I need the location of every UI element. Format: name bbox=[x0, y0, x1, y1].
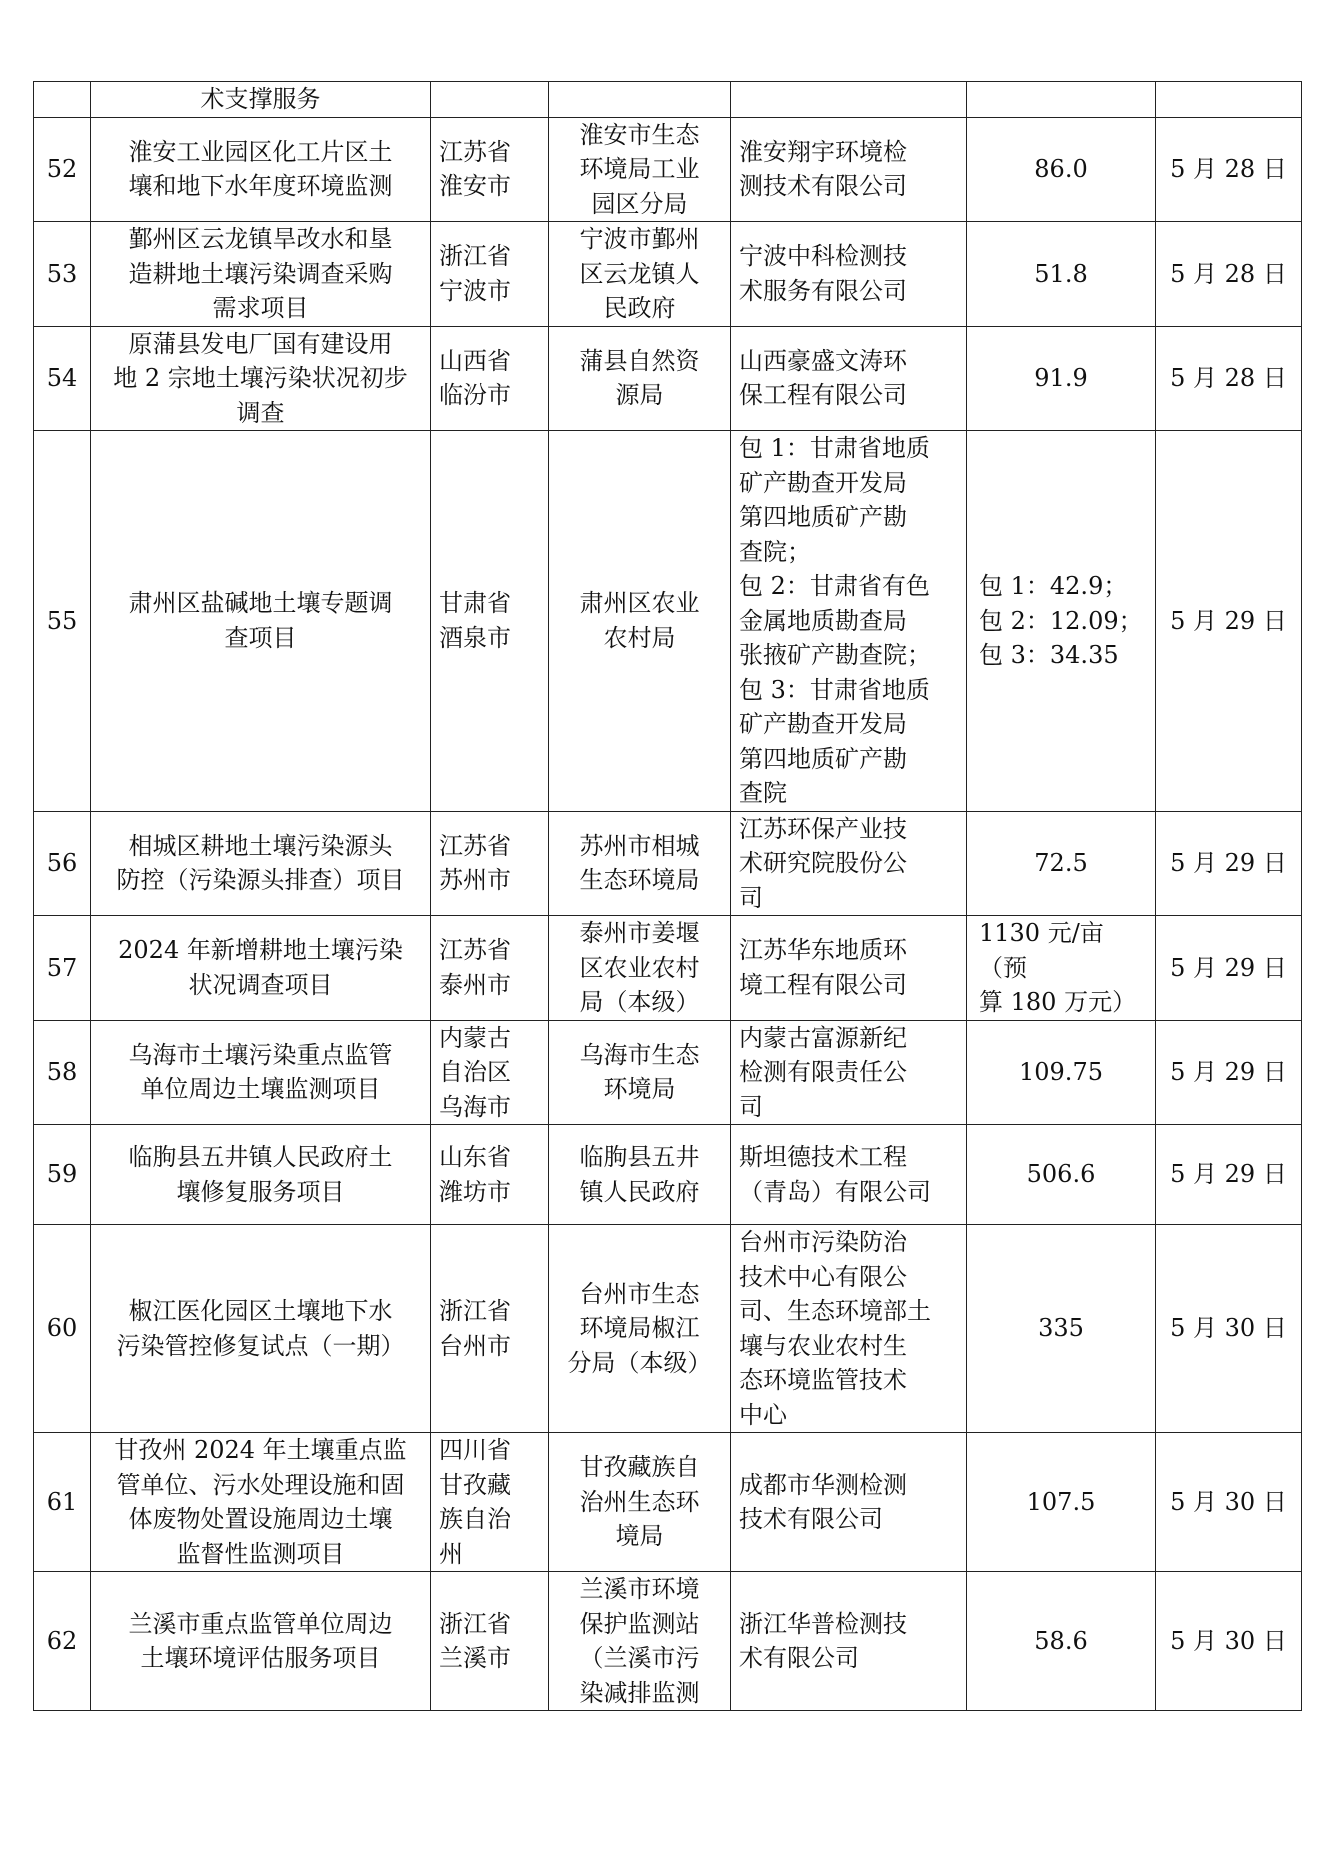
region-cell-line: 甘孜藏 bbox=[439, 1470, 511, 1499]
date-cell: 5 月 30 日 bbox=[1156, 1433, 1302, 1572]
results-table bbox=[33, 81, 1302, 1711]
purchaser-cell bbox=[549, 431, 731, 812]
amount-cell-line: 包 1：42.9； bbox=[979, 572, 1128, 600]
winning-bidder-cell-line: 江苏环保产业技 bbox=[739, 814, 907, 843]
date-cell: 5 月 29 日 bbox=[1156, 431, 1302, 812]
region-cell-line: 酒泉市 bbox=[439, 623, 511, 652]
amount-cell-line: 1130 元/亩（预 bbox=[979, 919, 1104, 982]
winning-bidder-cell bbox=[731, 82, 967, 118]
winning-bidder-cell-line: 保工程有限公司 bbox=[739, 381, 907, 410]
purchaser-cell-line: 甘孜藏族自 bbox=[579, 1453, 700, 1482]
purchaser-cell-line: 肃州区农业 bbox=[579, 589, 700, 618]
purchaser-cell bbox=[549, 1225, 731, 1433]
amount-cell-line: 109.75 bbox=[1019, 1058, 1103, 1086]
winning-bidder-cell-line: 术有限公司 bbox=[739, 1644, 859, 1672]
region-cell-line: 浙江省 bbox=[439, 1297, 511, 1325]
winning-bidder-cell-line: 张掖矿产勘查院； bbox=[739, 641, 931, 669]
amount-cell bbox=[967, 431, 1156, 812]
winning-bidder-cell bbox=[731, 916, 967, 1021]
date-cell: 5 月 28 日 bbox=[1156, 326, 1302, 431]
winning-bidder-cell bbox=[731, 431, 967, 812]
project-name-cell-line: 甘孜州 2024 年土壤重点监 bbox=[114, 1436, 407, 1464]
date-cell: 5 月 30 日 bbox=[1156, 1225, 1302, 1433]
winning-bidder-cell-line: 检测有限责任公 bbox=[739, 1058, 907, 1086]
row-number-cell: 60 bbox=[34, 1225, 91, 1433]
amount-cell-line: 91.9 bbox=[1034, 364, 1088, 392]
winning-bidder-cell bbox=[731, 117, 967, 222]
amount-cell-line: 506.6 bbox=[1026, 1160, 1096, 1189]
purchaser-cell-line: 治州生态环 bbox=[579, 1487, 700, 1516]
winning-bidder-cell-line: 查院 bbox=[739, 779, 787, 807]
project-name-cell-line: 污染管控修复试点（一期） bbox=[116, 1331, 405, 1360]
row-number-cell: 61 bbox=[34, 1433, 91, 1572]
winning-bidder-cell-line: 术研究院股份公 bbox=[739, 849, 907, 877]
winning-bidder-cell-line: 成都市华测检测 bbox=[739, 1470, 907, 1499]
project-name-cell-line: 状况调查项目 bbox=[188, 970, 333, 999]
date-cell: 5 月 28 日 bbox=[1156, 222, 1302, 327]
purchaser-cell-line: 临朐县五井 bbox=[579, 1143, 700, 1171]
project-name-cell-line: 术支撑服务 bbox=[200, 85, 321, 113]
winning-bidder-cell-line: 斯坦德技术工程 bbox=[739, 1143, 907, 1171]
project-name-cell-line: 临朐县五井镇人民政府土 bbox=[128, 1143, 393, 1171]
amount-cell bbox=[967, 916, 1156, 1021]
region-cell-line: 江苏省 bbox=[439, 936, 511, 965]
table-row bbox=[34, 1125, 1302, 1225]
amount-cell bbox=[967, 117, 1156, 222]
winning-bidder-cell bbox=[731, 1572, 967, 1711]
purchaser-cell-line: 区云龙镇人 bbox=[579, 259, 700, 288]
amount-cell-line: 算 180 万元） bbox=[979, 988, 1137, 1016]
project-name-cell-line: 原蒲县发电厂国有建设用 bbox=[128, 329, 393, 358]
project-name-cell bbox=[91, 811, 431, 916]
project-name-cell-line: 造耕地土壤污染调查采购 bbox=[128, 259, 393, 288]
table-row bbox=[34, 916, 1302, 1021]
project-name-cell bbox=[91, 326, 431, 431]
winning-bidder-cell-line: 术服务有限公司 bbox=[739, 276, 907, 305]
region-cell-line: 临汾市 bbox=[439, 381, 511, 410]
winning-bidder-cell-line: 台州市污染防治 bbox=[739, 1228, 907, 1256]
region-cell-line: 山东省 bbox=[439, 1143, 511, 1171]
amount-cell-line: 107.5 bbox=[1026, 1487, 1096, 1516]
region-cell-line: 泰州市 bbox=[439, 970, 511, 999]
purchaser-cell-line: 苏州市相城 bbox=[579, 831, 700, 860]
purchaser-cell bbox=[549, 222, 731, 327]
table-row bbox=[34, 82, 1302, 118]
amount-cell-line: 包 2：12.09； bbox=[979, 606, 1143, 635]
project-name-cell-line: 体废物处置设施周边土壤 bbox=[128, 1505, 393, 1533]
winning-bidder-cell bbox=[731, 326, 967, 431]
winning-bidder-cell-line: 矿产勘查开发局 bbox=[739, 468, 907, 497]
purchaser-cell-line: 乌海市生态 bbox=[579, 1040, 700, 1069]
date-cell: 5 月 29 日 bbox=[1156, 1125, 1302, 1225]
winning-bidder-cell-line: 态环境监管技术 bbox=[739, 1366, 907, 1394]
purchaser-cell-line: 区农业农村 bbox=[579, 953, 700, 982]
project-name-cell-line: 2024 年新增耕地土壤污染 bbox=[118, 936, 403, 965]
purchaser-cell bbox=[549, 326, 731, 431]
region-cell bbox=[431, 117, 549, 222]
purchaser-cell-line: 保护监测站 bbox=[579, 1609, 700, 1638]
project-name-cell-line: 防控（污染源头排查）项目 bbox=[116, 866, 405, 895]
winning-bidder-cell-line: 宁波中科检测技 bbox=[739, 242, 907, 271]
region-cell bbox=[431, 1572, 549, 1711]
purchaser-cell bbox=[549, 1433, 731, 1572]
project-name-cell bbox=[91, 1433, 431, 1572]
amount-cell bbox=[967, 82, 1156, 118]
purchaser-cell bbox=[549, 1572, 731, 1711]
winning-bidder-cell bbox=[731, 222, 967, 327]
region-cell bbox=[431, 82, 549, 118]
project-name-cell-line: 淮安工业园区化工片区土 bbox=[128, 137, 393, 166]
project-name-cell-line: 调查 bbox=[236, 398, 285, 427]
purchaser-cell bbox=[549, 1125, 731, 1225]
date-cell: 5 月 29 日 bbox=[1156, 811, 1302, 916]
amount-cell bbox=[967, 1225, 1156, 1433]
amount-cell bbox=[967, 1125, 1156, 1225]
winning-bidder-cell-line: 金属地质勘查局 bbox=[739, 606, 907, 635]
winning-bidder-cell-line: 境工程有限公司 bbox=[739, 970, 907, 999]
project-name-cell bbox=[91, 1020, 431, 1125]
purchaser-cell-line: 环境局 bbox=[603, 1075, 676, 1104]
region-cell bbox=[431, 431, 549, 812]
amount-cell bbox=[967, 222, 1156, 327]
winning-bidder-cell-line: 淮安翔宇环境检 bbox=[739, 137, 907, 166]
date-cell: 5 月 29 日 bbox=[1156, 1020, 1302, 1125]
purchaser-cell-line: 环境局椒江 bbox=[579, 1314, 700, 1343]
row-number-cell: 55 bbox=[34, 431, 91, 812]
winning-bidder-cell-line: 江苏华东地质环 bbox=[739, 936, 907, 965]
row-number-cell: 59 bbox=[34, 1125, 91, 1225]
region-cell-line: 甘肃省 bbox=[439, 589, 511, 618]
amount-cell bbox=[967, 811, 1156, 916]
purchaser-cell bbox=[549, 916, 731, 1021]
table-row bbox=[34, 1433, 1302, 1572]
purchaser-cell-line: 台州市生态 bbox=[579, 1279, 700, 1308]
project-name-cell bbox=[91, 431, 431, 812]
region-cell-line: 山西省 bbox=[439, 346, 511, 375]
row-number-cell: 56 bbox=[34, 811, 91, 916]
region-cell bbox=[431, 916, 549, 1021]
region-cell-line: 乌海市 bbox=[439, 1092, 511, 1121]
project-name-cell-line: 需求项目 bbox=[212, 294, 309, 322]
region-cell-line: 内蒙古 bbox=[439, 1023, 511, 1052]
region-cell bbox=[431, 1020, 549, 1125]
project-name-cell-line: 鄞州区云龙镇旱改水和垦 bbox=[128, 225, 393, 253]
project-name-cell-line: 地 2 宗地土壤污染状况初步 bbox=[113, 364, 408, 392]
amount-cell bbox=[967, 1572, 1156, 1711]
region-cell-line: 州 bbox=[439, 1539, 463, 1568]
region-cell-line: 潍坊市 bbox=[439, 1177, 511, 1206]
project-name-cell bbox=[91, 117, 431, 222]
table-row bbox=[34, 1020, 1302, 1125]
winning-bidder-cell bbox=[731, 1225, 967, 1433]
purchaser-cell-line: 境局 bbox=[615, 1522, 664, 1551]
region-cell bbox=[431, 1225, 549, 1433]
purchaser-cell bbox=[549, 1020, 731, 1125]
project-name-cell bbox=[91, 1125, 431, 1225]
project-name-cell bbox=[91, 1572, 431, 1711]
table-row bbox=[34, 811, 1302, 916]
project-name-cell-line: 乌海市土壤污染重点监管 bbox=[128, 1040, 393, 1069]
purchaser-cell-line: 农村局 bbox=[603, 623, 676, 652]
project-name-cell-line: 监督性监测项目 bbox=[176, 1539, 345, 1568]
region-cell-line: 淮安市 bbox=[439, 172, 511, 201]
project-name-cell bbox=[91, 1225, 431, 1433]
region-cell bbox=[431, 326, 549, 431]
date-cell: 5 月 29 日 bbox=[1156, 916, 1302, 1021]
project-name-cell-line: 肃州区盐碱地土壤专题调 bbox=[128, 589, 393, 618]
table-row bbox=[34, 1225, 1302, 1433]
table-row bbox=[34, 431, 1302, 812]
amount-cell-line: 335 bbox=[1038, 1314, 1084, 1343]
amount-cell-line: 58.6 bbox=[1034, 1626, 1088, 1655]
project-name-cell-line: 壤和地下水年度环境监测 bbox=[128, 172, 393, 201]
winning-bidder-cell-line: 第四地质矿产勘 bbox=[739, 744, 907, 773]
project-name-cell bbox=[91, 916, 431, 1021]
purchaser-cell-line: 分局（本级） bbox=[567, 1348, 712, 1377]
region-cell bbox=[431, 1125, 549, 1225]
winning-bidder-cell bbox=[731, 1125, 967, 1225]
region-cell-line: 自治区 bbox=[439, 1058, 511, 1086]
winning-bidder-cell-line: 第四地质矿产勘 bbox=[739, 503, 907, 531]
region-cell bbox=[431, 811, 549, 916]
project-name-cell-line: 单位周边土壤监测项目 bbox=[140, 1075, 381, 1104]
date-cell: 5 月 28 日 bbox=[1156, 117, 1302, 222]
winning-bidder-cell-line: 矿产勘查开发局 bbox=[739, 710, 907, 738]
date-cell: 5 月 30 日 bbox=[1156, 1572, 1302, 1711]
purchaser-cell-line: 镇人民政府 bbox=[579, 1177, 700, 1206]
winning-bidder-cell-line: 司 bbox=[739, 1092, 763, 1121]
purchaser-cell-line: 园区分局 bbox=[591, 189, 688, 218]
region-cell bbox=[431, 222, 549, 327]
region-cell-line: 江苏省 bbox=[439, 831, 511, 860]
winning-bidder-cell-line: （青岛）有限公司 bbox=[739, 1177, 931, 1206]
amount-cell bbox=[967, 1433, 1156, 1572]
region-cell-line: 浙江省 bbox=[439, 242, 511, 271]
row-number-cell: 54 bbox=[34, 326, 91, 431]
winning-bidder-cell-line: 司、生态环境部土 bbox=[739, 1297, 931, 1325]
purchaser-cell-line: 兰溪市环境 bbox=[579, 1575, 700, 1603]
purchaser-cell-line: 生态环境局 bbox=[579, 866, 700, 895]
project-name-cell-line: 管单位、污水处理设施和固 bbox=[116, 1470, 405, 1499]
region-cell-line: 四川省 bbox=[439, 1436, 511, 1464]
purchaser-cell-line: 染减排监测 bbox=[579, 1678, 700, 1707]
region-cell bbox=[431, 1433, 549, 1572]
purchaser-cell-line: 蒲县自然资 bbox=[579, 346, 700, 375]
purchaser-cell-line: （兰溪市污 bbox=[579, 1644, 700, 1672]
project-name-cell-line: 相城区耕地土壤污染源头 bbox=[128, 831, 393, 860]
winning-bidder-cell-line: 包 1：甘肃省地质 bbox=[739, 434, 930, 462]
table-row bbox=[34, 326, 1302, 431]
purchaser-cell bbox=[549, 117, 731, 222]
winning-bidder-cell bbox=[731, 1433, 967, 1572]
amount-cell bbox=[967, 1020, 1156, 1125]
project-name-cell bbox=[91, 222, 431, 327]
project-name-cell-line: 土壤环境评估服务项目 bbox=[140, 1644, 381, 1672]
winning-bidder-cell-line: 山西豪盛文涛环 bbox=[739, 346, 907, 375]
project-name-cell bbox=[91, 82, 431, 118]
region-cell-line: 江苏省 bbox=[439, 137, 511, 166]
project-name-cell-line: 兰溪市重点监管单位周边 bbox=[128, 1609, 393, 1638]
purchaser-cell-line: 民政府 bbox=[603, 294, 676, 322]
purchaser-cell-line: 泰州市姜堰 bbox=[579, 919, 700, 947]
purchaser-cell-line: 源局 bbox=[615, 381, 664, 410]
row-number-cell bbox=[34, 82, 91, 118]
project-name-cell-line: 壤修复服务项目 bbox=[176, 1177, 345, 1206]
region-cell-line: 族自治 bbox=[439, 1505, 511, 1533]
row-number-cell: 62 bbox=[34, 1572, 91, 1711]
purchaser-cell-line: 宁波市鄞州 bbox=[579, 225, 700, 253]
row-number-cell: 53 bbox=[34, 222, 91, 327]
amount-cell-line: 51.8 bbox=[1034, 259, 1088, 288]
winning-bidder-cell-line: 测技术有限公司 bbox=[739, 172, 907, 201]
winning-bidder-cell bbox=[731, 811, 967, 916]
winning-bidder-cell-line: 技术有限公司 bbox=[739, 1505, 883, 1533]
project-name-cell-line: 椒江医化园区土壤地下水 bbox=[128, 1297, 393, 1325]
winning-bidder-cell-line: 查院； bbox=[739, 537, 811, 566]
amount-cell-line: 72.5 bbox=[1034, 849, 1088, 877]
winning-bidder-cell bbox=[731, 1020, 967, 1125]
project-name-cell-line: 查项目 bbox=[224, 623, 297, 652]
date-cell bbox=[1156, 82, 1302, 118]
winning-bidder-cell-line: 内蒙古富源新纪 bbox=[739, 1023, 907, 1052]
region-cell-line: 台州市 bbox=[439, 1331, 511, 1360]
region-cell-line: 宁波市 bbox=[439, 276, 511, 305]
amount-cell-line: 包 3：34.35 bbox=[979, 641, 1119, 669]
winning-bidder-cell-line: 司 bbox=[739, 883, 763, 912]
table-row bbox=[34, 1572, 1302, 1711]
purchaser-cell-line: 局（本级） bbox=[579, 988, 700, 1016]
region-cell-line: 苏州市 bbox=[439, 866, 511, 895]
winning-bidder-cell-line: 包 2：甘肃省有色 bbox=[739, 572, 930, 600]
purchaser-cell bbox=[549, 82, 731, 118]
amount-cell bbox=[967, 326, 1156, 431]
table-row bbox=[34, 117, 1302, 222]
row-number-cell: 58 bbox=[34, 1020, 91, 1125]
winning-bidder-cell-line: 壤与农业农村生 bbox=[739, 1331, 907, 1360]
amount-cell-line: 86.0 bbox=[1034, 155, 1088, 183]
region-cell-line: 浙江省 bbox=[439, 1609, 511, 1638]
row-number-cell: 52 bbox=[34, 117, 91, 222]
region-cell-line: 兰溪市 bbox=[439, 1644, 511, 1672]
row-number-cell: 57 bbox=[34, 916, 91, 1021]
winning-bidder-cell-line: 浙江华普检测技 bbox=[739, 1609, 907, 1638]
winning-bidder-cell-line: 包 3：甘肃省地质 bbox=[739, 675, 930, 704]
winning-bidder-cell-line: 技术中心有限公 bbox=[739, 1262, 907, 1291]
purchaser-cell bbox=[549, 811, 731, 916]
winning-bidder-cell-line: 中心 bbox=[739, 1400, 787, 1429]
table-body bbox=[34, 82, 1302, 1711]
table-row bbox=[34, 222, 1302, 327]
purchaser-cell-line: 淮安市生态 bbox=[579, 120, 700, 149]
purchaser-cell-line: 环境局工业 bbox=[579, 155, 700, 183]
